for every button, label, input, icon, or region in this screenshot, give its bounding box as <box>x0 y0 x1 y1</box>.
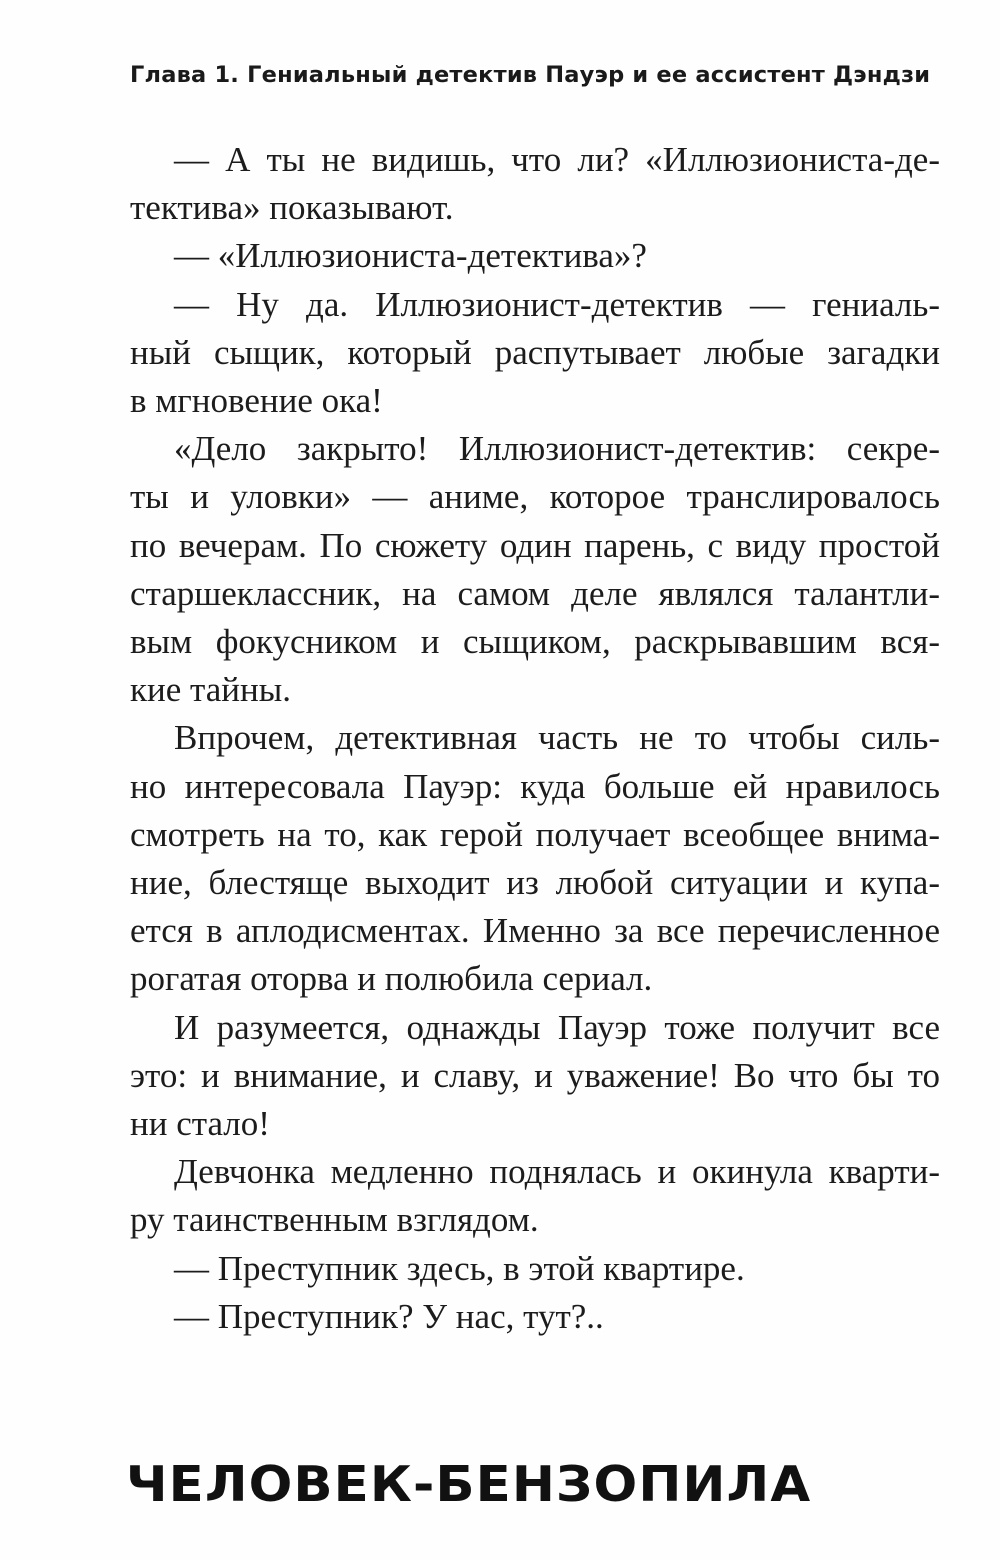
text-line: ние, блестяще выходит из любой ситуации и купа- <box>130 863 940 903</box>
paragraph <box>130 281 940 426</box>
text-line: смотреть на то, как герой получает всеобщее внима- <box>130 814 940 854</box>
page-body-text <box>130 136 940 1341</box>
text-line: в мгновение ока! <box>130 381 383 421</box>
text-line: но интересовала Пауэр: куда больше ей нравилось <box>130 766 940 806</box>
text-line: ни стало! <box>130 1104 270 1144</box>
text-line: И разумеется, однажды Пауэр тоже получит все <box>174 1007 940 1047</box>
text-line: — «Иллюзиониста-детектива»? <box>174 236 647 276</box>
series-logo: ЧЕЛОВЕК-БЕНЗОПИЛА <box>126 1456 812 1513</box>
text-line: — Преступник? У нас, тут?.. <box>174 1296 604 1336</box>
text-line: — Преступник здесь, в этой квартире. <box>174 1248 745 1288</box>
text-line: старшеклассник, на самом деле являлся талантли- <box>130 573 940 613</box>
paragraph <box>130 425 940 714</box>
text-line: это: и внимание, и славу, и уважение! Во что бы то <box>130 1055 940 1095</box>
text-line: ется в аплодисментах. Именно за все перечисленное <box>130 911 940 951</box>
paragraph <box>130 1148 940 1244</box>
text-line: — А ты не видишь, что ли? «Иллюзиониста-де- <box>174 140 940 179</box>
paragraph <box>130 1245 940 1293</box>
paragraph <box>130 136 940 232</box>
text-line: вым фокусником и сыщиком, раскрывавшим вся- <box>130 622 940 662</box>
text-line: Девчонка медленно поднялась и окинула кварти- <box>174 1152 940 1192</box>
text-line: ты и уловки» — аниме, которое транслировалось <box>130 477 940 517</box>
paragraph <box>130 1004 940 1149</box>
text-line: тектива» показывают. <box>130 188 454 228</box>
text-line: «Дело закрыто! Иллюзионист-детектив: секре- <box>174 429 940 469</box>
paragraph <box>130 1293 940 1341</box>
text-line: рогатая оторва и полюбила сериал. <box>130 959 653 999</box>
text-line: по вечерам. По сюжету один парень, с виду простой <box>130 525 940 565</box>
paragraph <box>130 232 940 280</box>
text-line: — Ну да. Иллюзионист-детектив — гениаль- <box>174 284 940 324</box>
text-line: ру таинственным взглядом. <box>130 1200 539 1240</box>
paragraph <box>130 714 940 1003</box>
text-line: ный сыщик, который распутывает любые загадки <box>130 332 940 372</box>
text-line: Впрочем, детективная часть не то чтобы силь- <box>174 718 940 758</box>
chapter-running-header: Глава 1. Гениальный детектив Пауэр и ее ассистент Дэндзи <box>130 62 931 88</box>
text-line: кие тайны. <box>130 670 292 710</box>
